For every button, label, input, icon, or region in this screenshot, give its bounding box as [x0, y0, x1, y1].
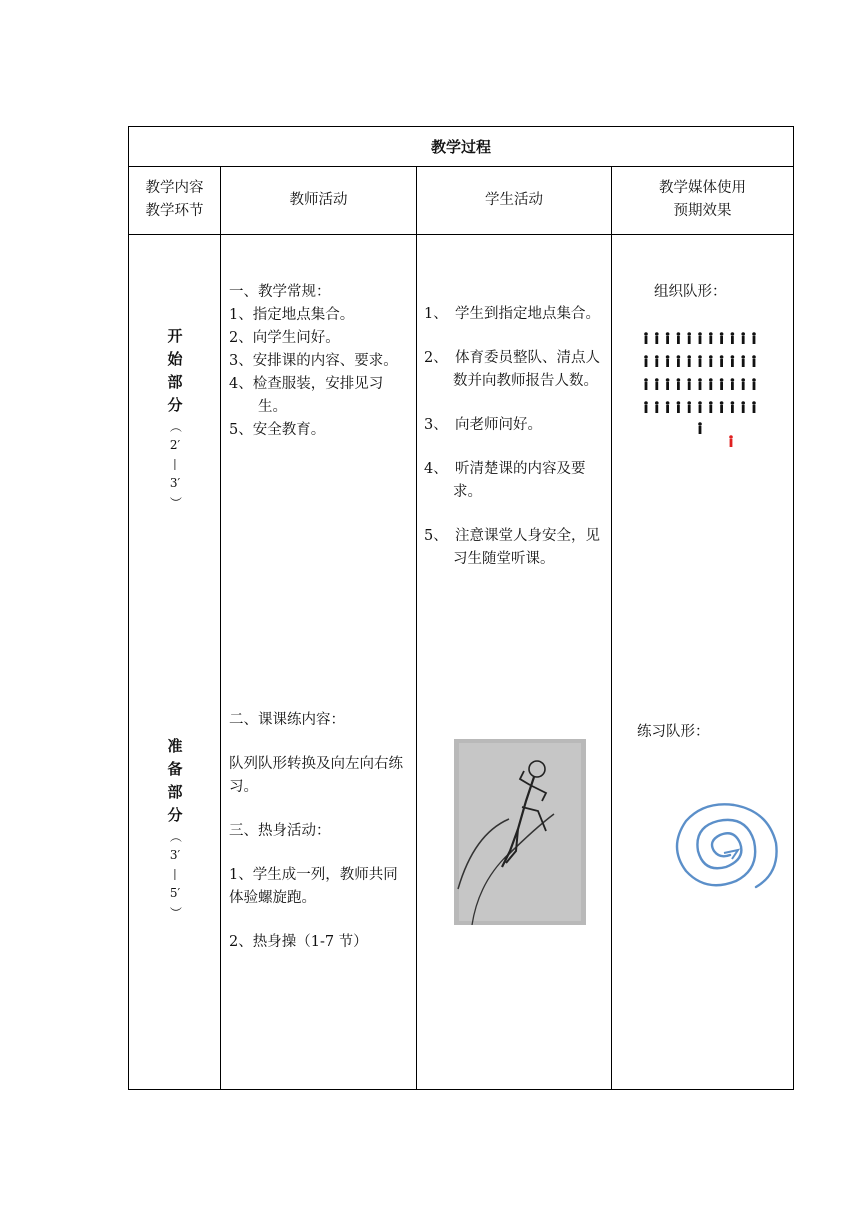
teacher-routine-item: 2、向学生问好。: [229, 330, 340, 346]
student-figure: [666, 401, 670, 413]
student-figure: [644, 378, 648, 390]
student-figure: [709, 332, 713, 344]
student-figure: [687, 332, 691, 344]
stage-start-time: —: [168, 458, 183, 471]
header-media-line2: 预期效果: [673, 203, 732, 219]
student-routine-item: 5、 注意课堂人身安全，见习生随堂听课。: [424, 528, 600, 567]
student-figure: [687, 401, 691, 413]
stage-start-time: ）: [168, 496, 183, 509]
student-figure: [655, 355, 659, 367]
header-student: 学生活动: [485, 192, 543, 208]
student-figure: [677, 378, 681, 390]
student-routine-item: 2、 体育委员整队、清点人数并向教师报告人数。: [424, 350, 600, 389]
column-divider-3: [611, 166, 612, 1090]
spiral-diagram: [660, 795, 782, 895]
stage-start-time: 2′: [169, 438, 181, 452]
column-divider-1: [220, 166, 221, 1090]
header-stage-line2: 教学环节: [145, 203, 204, 219]
teacher-prep: [229, 709, 410, 954]
stage-prep-time: 3′: [169, 848, 181, 862]
column-divider-2: [416, 166, 417, 1090]
stage-prep-time: （: [168, 830, 183, 843]
student-figure: [644, 355, 648, 367]
student-routine: [424, 303, 605, 571]
warmup-heading: 三、热身活动：: [229, 823, 331, 839]
student-figure: [741, 378, 745, 390]
student-figure: [731, 401, 735, 413]
student-figure: [720, 401, 724, 413]
runner-photo: [454, 739, 586, 925]
student-figure: [752, 332, 756, 344]
student-figure: [698, 355, 702, 367]
stage-start-label: [160, 325, 190, 512]
student-figure: [644, 332, 648, 344]
stage-prep-char: 准: [167, 737, 183, 755]
table-border-header: [128, 166, 794, 167]
student-figure: [752, 401, 756, 413]
student-figure: [752, 355, 756, 367]
student-figure: [677, 355, 681, 367]
student-leader-figure: [698, 422, 702, 434]
header-teacher: 教师活动: [289, 192, 348, 208]
student-figure: [698, 401, 702, 413]
table-border-bottom: [128, 1089, 794, 1090]
header-stage: [129, 177, 220, 223]
stage-prep-char: 备: [167, 760, 183, 778]
table-border-right: [793, 126, 794, 1090]
student-figure: [666, 355, 670, 367]
student-figure: [677, 401, 681, 413]
teacher-figure: [729, 435, 733, 447]
student-figure: [720, 378, 724, 390]
student-figure: [655, 378, 659, 390]
stage-prep-label: [160, 735, 190, 922]
formation-diagram: [642, 330, 760, 450]
drill-content: 队列队形转换及向左向右练习。: [229, 756, 403, 795]
stage-prep-char: 分: [167, 806, 183, 824]
student-figure: [752, 378, 756, 390]
student-figure: [677, 332, 681, 344]
student-figure: [741, 401, 745, 413]
stage-start-char: 部: [167, 373, 183, 391]
student-figure: [666, 332, 670, 344]
formation-svg: [642, 330, 760, 450]
drill-heading: 二、课课练内容：: [229, 712, 345, 728]
table-border-top: [128, 126, 794, 127]
student-figure: [720, 355, 724, 367]
student-figure: [687, 355, 691, 367]
student-figure: [698, 378, 702, 390]
student-figure: [731, 378, 735, 390]
spiral-arrow-icon: [660, 795, 782, 895]
student-figure: [709, 355, 713, 367]
stage-start-char: 分: [167, 396, 183, 414]
teacher-routine-item: 3、安排课的内容、要求。: [229, 353, 398, 369]
student-figure: [741, 332, 745, 344]
student-figure: [709, 378, 713, 390]
stage-start-time: 3′: [169, 476, 181, 490]
student-figure: [687, 378, 691, 390]
student-figure: [731, 355, 735, 367]
formation-label: 组织队形：: [654, 284, 727, 300]
header-media: [612, 177, 793, 223]
student-figure: [731, 332, 735, 344]
teacher-routine: [229, 281, 410, 442]
stage-prep-char: 部: [167, 783, 183, 801]
warmup-item-2: 2、热身操（1-7 节）: [229, 934, 368, 950]
teacher-routine-item: 5、安全教育。: [229, 422, 326, 438]
stage-start-char: 始: [167, 350, 183, 368]
stage-prep-time: ）: [168, 906, 183, 919]
stage-start-char: 开: [167, 327, 183, 345]
student-figure: [644, 401, 648, 413]
stage-prep-time: —: [168, 868, 183, 881]
student-routine-item: 4、 听清楚课的内容及要求。: [424, 461, 586, 500]
student-figure: [655, 332, 659, 344]
table-border-header2: [128, 234, 794, 235]
student-routine-item: 3、 向老师问好。: [424, 417, 542, 433]
header-media-line1: 教学媒体使用: [659, 180, 746, 196]
student-figure: [666, 378, 670, 390]
stage-prep-time: 5′: [169, 886, 181, 900]
runner-sketch-icon: [454, 739, 586, 925]
practice-formation-label: 练习队形：: [637, 724, 710, 740]
student-figure: [698, 332, 702, 344]
header-stage-line1: 教学内容: [145, 180, 204, 196]
warmup-item-1: 1、学生成一列，教师共同体验螺旋跑。: [229, 867, 398, 906]
stage-start-time: （: [168, 420, 183, 433]
student-routine-item: 1、 学生到指定地点集合。: [424, 306, 600, 322]
student-figure: [709, 401, 713, 413]
table-title: 教学过程: [430, 138, 491, 156]
student-figure: [741, 355, 745, 367]
teacher-routine-heading: 一、教学常规：: [229, 284, 331, 300]
teacher-routine-item: 1、指定地点集合。: [229, 307, 355, 323]
student-figure: [655, 401, 659, 413]
teacher-routine-item: 4、检查服装，安排见习生。: [229, 376, 384, 415]
student-figure: [720, 332, 724, 344]
table-border-left: [128, 126, 129, 1090]
